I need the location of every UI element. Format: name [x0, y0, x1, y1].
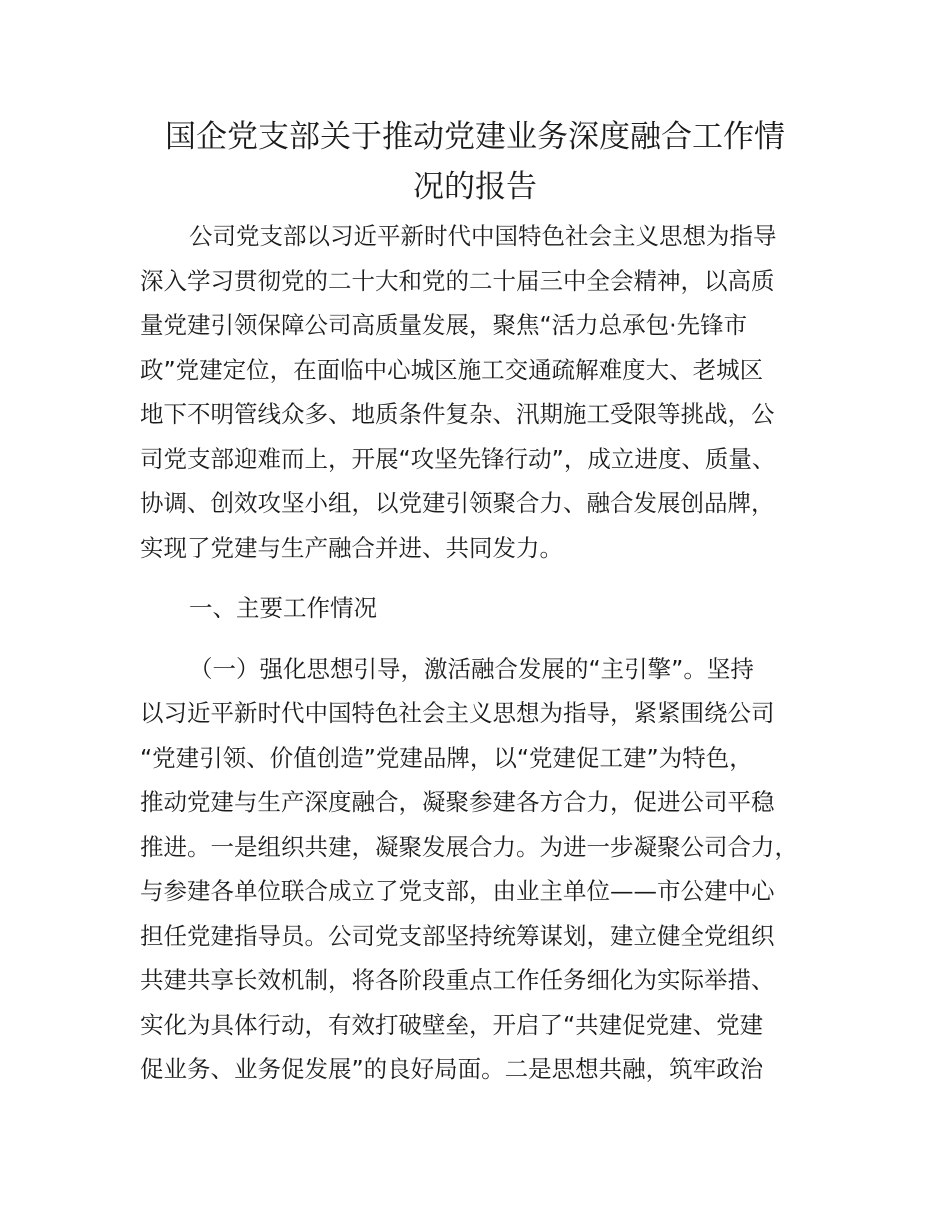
paragraph-line: 推动党建与生产深度融合，凝聚参建各方合力，促进公司平稳	[140, 788, 775, 816]
title-line: 国企党支部关于推动党建业务深度融合工作情	[165, 119, 785, 155]
document-body	[140, 214, 830, 1092]
paragraph-line: 担任党建指导员。公司党支部坚持统筹谋划，建立健全党组织	[140, 921, 775, 950]
paragraph-line: 协调、创效攻坚小组，以党建引领聚合力、融合发展创品牌，	[140, 489, 775, 517]
section-heading	[140, 586, 830, 631]
paragraph-line: 政”党建定位，在面临中心城区施工交通疏解难度大、老城区	[140, 355, 764, 384]
paragraph-line: 以习近平新时代中国特色社会主义思想为指导，紧紧围绕公司	[140, 699, 775, 727]
paragraph-line: 地下不明管线众多、地质条件复杂、汛期施工受限等挑战，公	[140, 400, 775, 428]
title-line: 况的报告	[413, 169, 537, 205]
subsection-paragraph	[140, 647, 830, 1092]
paragraph-line: 实现了党建与生产融合并进、共同发力。	[140, 533, 563, 562]
document-title	[140, 112, 810, 212]
paragraph-line: 公司党支部以习近平新时代中国特色社会主义思想为指导	[189, 222, 777, 250]
paragraph-line: “党建引领、价值创造”党建品牌，以“党建促工建”为特色，	[140, 743, 753, 772]
paragraph-line: 共建共享长效机制，将各阶段重点工作任务细化为实际举措、	[140, 966, 775, 994]
paragraph-line: 促业务、业务促发展”的良好局面。二是思想共融，筑牢政治	[140, 1055, 764, 1083]
paragraph-line: 量党建引领保障公司高质量发展，聚焦“活力总承包·先锋市	[140, 311, 748, 339]
paragraph-line: 深入学习贯彻党的二十大和党的二十届三中全会精神，以高质	[140, 266, 775, 295]
paragraph-line: 与参建各单位联合成立了党支部，由业主单位——市公建中心	[140, 877, 775, 905]
section-heading-text: 一、主要工作情况	[189, 594, 377, 622]
paragraph-line: （一）强化思想引导，激活融合发展的“主引擎”。坚持	[189, 654, 754, 683]
paragraph-line: 推进。一是组织共建，凝聚发展合力。为进一步凝聚公司合力，	[140, 832, 798, 861]
intro-paragraph	[140, 214, 830, 570]
paragraph-line: 司党支部迎难而上，开展“攻坚先锋行动”，成立进度、质量、	[140, 444, 776, 473]
paragraph-line: 实化为具体行动，有效打破壁垒，开启了“共建促党建、党建	[140, 1010, 764, 1039]
